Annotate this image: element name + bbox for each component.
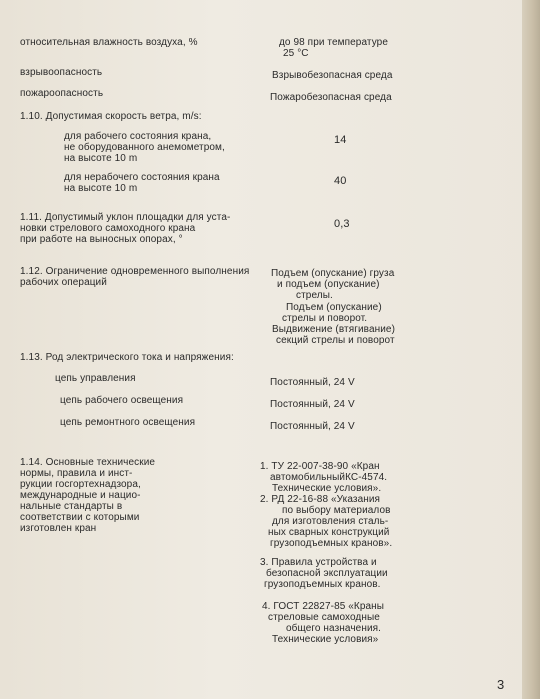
wind-working-line-2: не оборудованного анемометром, bbox=[64, 142, 225, 153]
control-circuit-value: Постоянный, 24 V bbox=[270, 377, 355, 388]
section-1-14-line-5: нальные стандарты в bbox=[20, 501, 123, 512]
wind-working-line-3: на высоте 10 m bbox=[64, 153, 138, 164]
restriction-line-6: Выдвижение (втягивание) bbox=[272, 324, 396, 335]
reference-2-line-2: по выбору материалов bbox=[282, 505, 391, 516]
section-1-14-line-6: соответствии с которыми bbox=[20, 512, 140, 523]
reference-2-line-1: 2. РД 22-16-88 «Указания bbox=[260, 494, 381, 505]
reference-1-line-3: Технические условия». bbox=[272, 483, 382, 494]
reference-2-line-5: грузоподъемных кранов». bbox=[270, 538, 393, 549]
wind-idle-line-1: для нерабочего состояния крана bbox=[64, 172, 220, 183]
restriction-line-1: Подъем (опускание) груза bbox=[271, 268, 395, 279]
reference-1-line-2: автомобильныйКС-4574. bbox=[270, 472, 388, 483]
reference-3-line-1: 3. Правила устройства и bbox=[260, 557, 377, 568]
reference-3-line-2: безопасной эксплуатации bbox=[266, 568, 388, 579]
wind-working-line-1: для рабочего состояния крана, bbox=[64, 131, 212, 142]
section-1-14-line-4: международные и нацио- bbox=[20, 490, 141, 501]
humidity-label: относительная влажность воздуха, % bbox=[20, 37, 198, 48]
section-1-12-line-2: рабочих операций bbox=[20, 277, 107, 288]
section-1-11-line-1: 1.11. Допустимый уклон площадки для уста- bbox=[20, 212, 231, 223]
restriction-line-2: и подъем (опускание) bbox=[277, 279, 380, 290]
work-light-value: Постоянный, 24 V bbox=[270, 399, 355, 410]
restriction-line-3: стрелы. bbox=[296, 290, 333, 301]
humidity-value-line-2: 25 °С bbox=[283, 48, 309, 59]
restriction-line-4: Подъем (опускание) bbox=[286, 302, 382, 313]
reference-3-line-3: грузоподъемных кранов. bbox=[264, 579, 381, 590]
restriction-line-5: стрелы и поворот. bbox=[282, 313, 368, 324]
explosion-label: взрывоопасность bbox=[20, 67, 103, 78]
section-1-14-line-3: рукции госгортехнадзора, bbox=[20, 479, 141, 490]
section-1-13-title: 1.13. Род электрического тока и напряжения: bbox=[20, 352, 234, 363]
section-1-10-title: 1.10. Допустимая скорость ветра, m/s: bbox=[20, 111, 202, 122]
section-1-11-line-2: новки стрелового самоходного крана bbox=[20, 223, 196, 234]
wind-idle-line-2: на высоте 10 m bbox=[64, 183, 138, 194]
fire-label: пожароопасность bbox=[20, 88, 104, 99]
section-1-14-line-7: изготовлен кран bbox=[20, 523, 97, 534]
reference-2-line-3: для изготовления сталь- bbox=[272, 516, 389, 527]
reference-1-line-1: 1. ТУ 22-007-38-90 «Кран bbox=[260, 461, 380, 472]
repair-light-label: цепь ремонтного освещения bbox=[60, 417, 196, 428]
section-1-11-line-3: при работе на выносных опорах, ° bbox=[20, 234, 183, 245]
reference-4-line-4: Технические условия» bbox=[272, 634, 379, 645]
humidity-value-line-1: до 98 при температуре bbox=[279, 37, 389, 48]
restriction-line-7: секций стрелы и поворот bbox=[276, 335, 395, 346]
reference-2-line-4: ных сварных конструкций bbox=[268, 527, 390, 538]
section-1-12-line-1: 1.12. Ограничение одновременного выполнения bbox=[20, 266, 250, 277]
explosion-value: Взрывобезопасная среда bbox=[272, 70, 393, 81]
section-1-14-line-1: 1.14. Основные технические bbox=[20, 457, 156, 468]
reference-4-line-3: общего назначения. bbox=[286, 623, 382, 634]
wind-idle-value: 40 bbox=[334, 175, 347, 187]
control-circuit-label: цепь управления bbox=[55, 373, 136, 384]
repair-light-value: Постоянный, 24 V bbox=[270, 421, 355, 432]
wind-working-value: 14 bbox=[334, 134, 347, 146]
page-edge bbox=[522, 0, 540, 699]
fire-value: Пожаробезопасная среда bbox=[270, 92, 392, 103]
reference-4-line-2: стреловые самоходные bbox=[268, 612, 380, 623]
reference-4-line-1: 4. ГОСТ 22827-85 «Краны bbox=[262, 601, 385, 612]
work-light-label: цепь рабочего освещения bbox=[60, 395, 184, 406]
section-1-14-line-2: нормы, правила и инст- bbox=[20, 468, 133, 479]
slope-value: 0,3 bbox=[334, 218, 350, 230]
page-number: 3 bbox=[497, 677, 505, 692]
